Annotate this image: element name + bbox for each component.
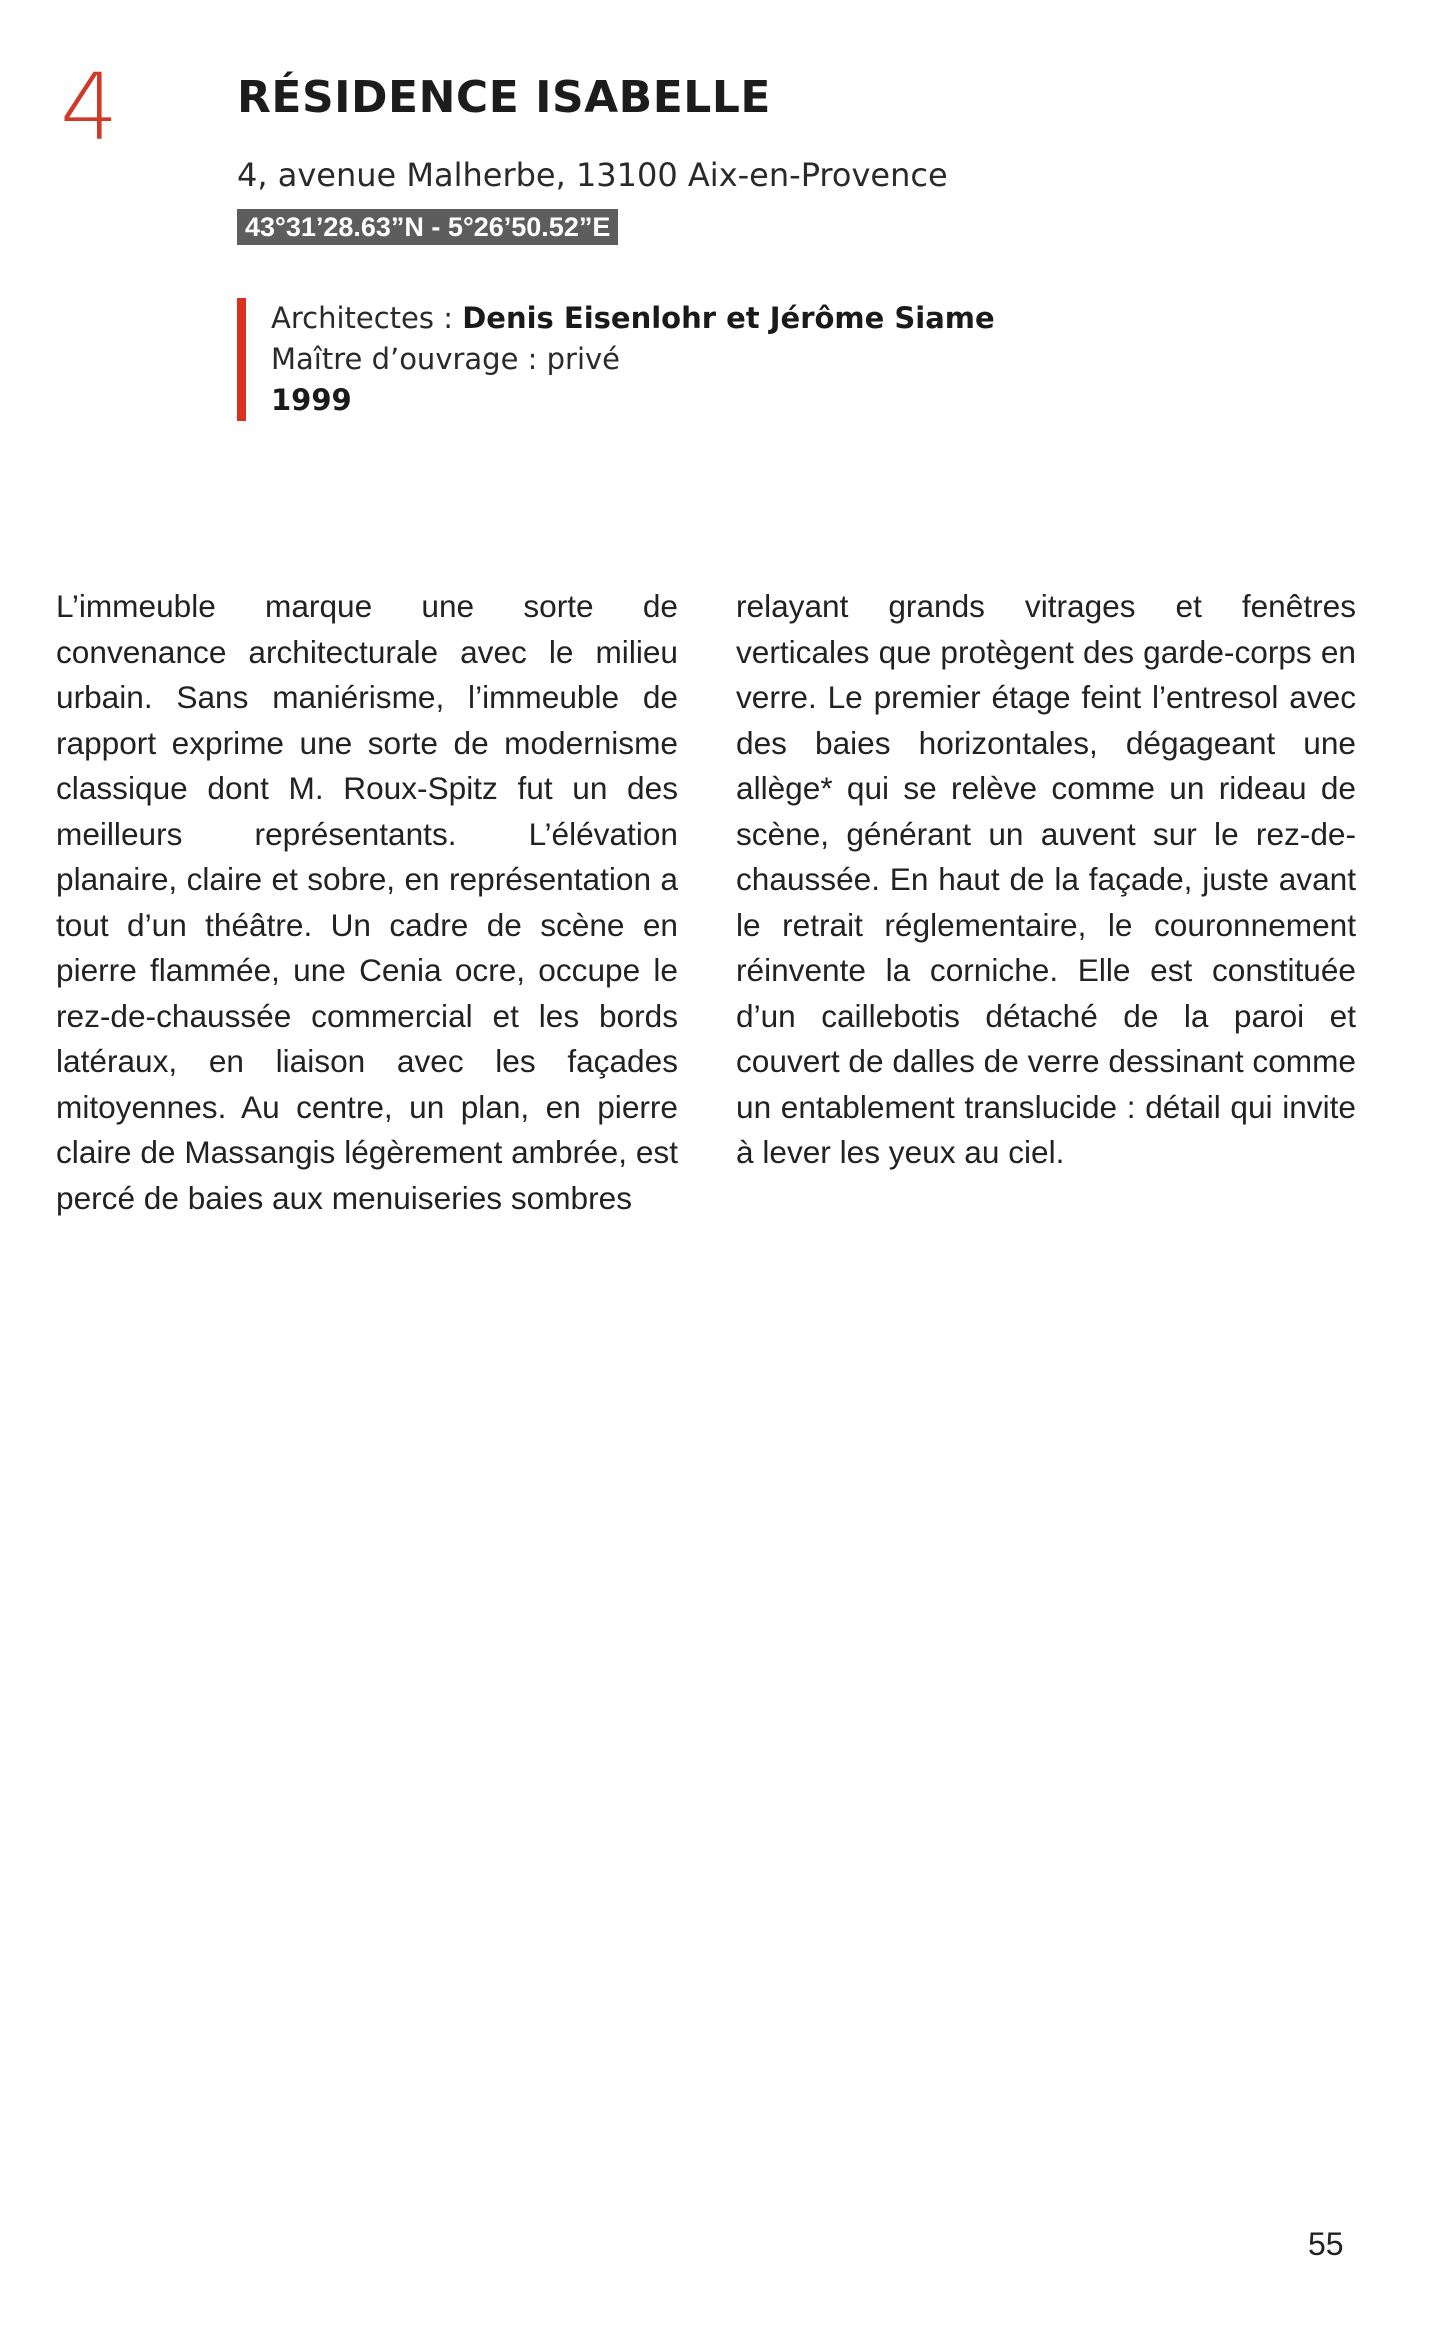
entry-title: RÉSIDENCE ISABELLE <box>237 72 771 123</box>
credits-block <box>237 298 995 421</box>
client-line: Maître d’ouvrage : privé <box>271 342 621 376</box>
entry-number: 4 <box>60 54 119 161</box>
architects-line <box>271 298 995 339</box>
architects-value: Denis Eisenlohr et Jérôme Siame <box>462 301 995 335</box>
body-column-left: L’immeuble marque une sorte de convenance architecturale avec le milieu urbain. Sans maniérisme, l’immeuble de rapport exprime une sorte de modernisme classique dont M. Roux-Spitz fut un des meilleurs représentants. L’élévation planaire, claire et sobre, en représentation a tout d’un théâtre. Un cadre de scène en pierre flammée, une Cenia ocre, occupe le rez-de-chaussée commercial et les bords latéraux, en liaison avec les façades mitoyennes. Au centre, un plan, en pierre claire de Massangis légèrement ambrée, est percé de baies aux menuiseries sombres <box>56 588 678 1216</box>
page-number: 55 <box>1308 2226 1344 2262</box>
year: 1999 <box>271 383 352 417</box>
body-column-right: relayant grands vitrages et fenêtres verticales que protègent des garde-corps en verre. Le premier étage feint l’entresol avec des baies horizontales, dégageant une allège* qui se relève comme un rideau de scène, générant un auvent sur le rez-de-chaussée. En haut de la façade, juste avant le retrait réglementaire, le couronnement réinvente la corniche. Elle est constituée d’un caillebotis détaché de la paroi et couvert de dalles de verre dessinant comme un entablement translucide : détail qui invite à lever les yeux au ciel. <box>736 588 1356 1170</box>
architects-label: Architectes : <box>271 301 463 335</box>
address: 4, avenue Malherbe, 13100 Aix-en-Provence <box>237 156 948 194</box>
gps-coordinates-badge: 43°31’28.63”N - 5°26’50.52”E <box>237 209 618 245</box>
